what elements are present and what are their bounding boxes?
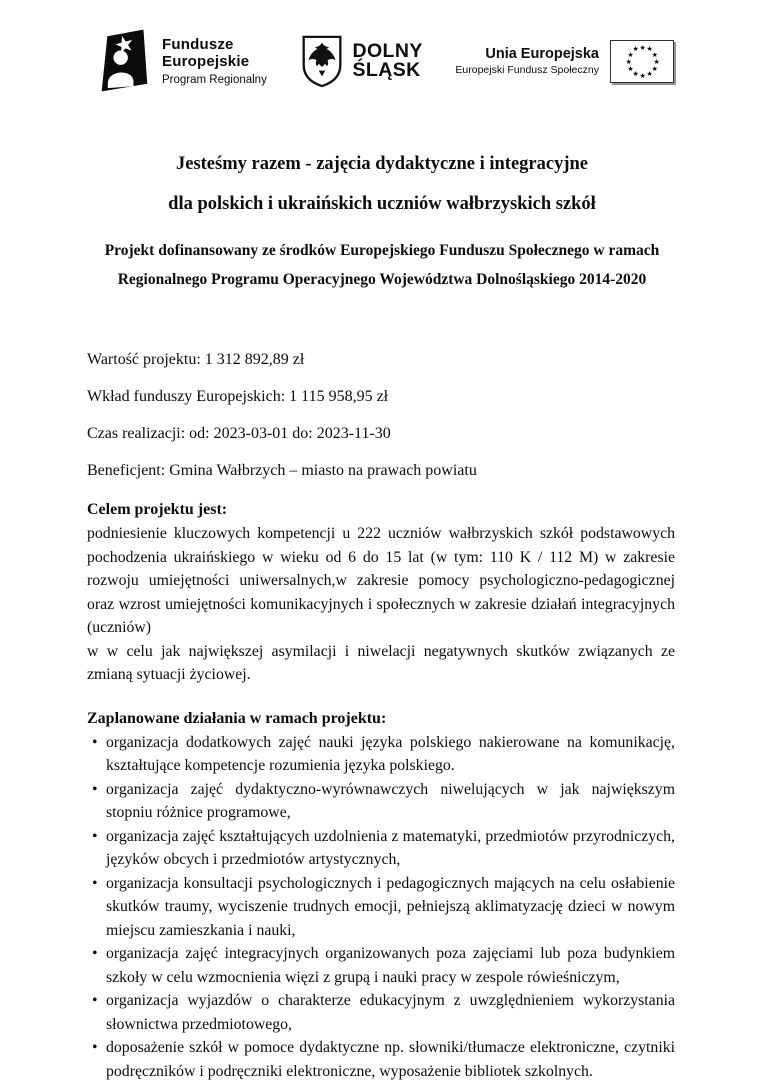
document-body <box>87 350 675 1080</box>
logo-ue-line1: Unia Europejska <box>485 46 599 62</box>
page-title <box>0 144 764 224</box>
lower-silesia-eagle-crest-icon <box>300 34 344 88</box>
logo-fundusze-europejskie <box>95 29 267 93</box>
logo-dolny-slask-line2: ŚLĄSK <box>352 59 421 81</box>
activities-section <box>87 707 675 1080</box>
eu-funds-flag-icon <box>95 29 152 93</box>
goal-section <box>87 498 675 687</box>
project-contribution: Wkład funduszy Europejskich: 1 115 958,95 zł <box>87 388 389 406</box>
activity-item: • organizacja konsultacji psychologicznych i pedagogicznych mających na celu osłabienie skutków traumy, wyciszenie trudnych emocji, pełniejszą aklimatyzację dzieci w nowym miejscu zamieszkania i nauki, <box>87 872 675 943</box>
goal-heading: Celem projektu jest: <box>87 501 228 519</box>
logo-dolny-slask-text <box>353 42 423 80</box>
project-details <box>87 350 675 481</box>
activity-item: • organizacja zajęć dydaktyczno-wyrównawczych niwelujących w jak największym stopniu różnice programowe, <box>87 778 675 825</box>
logo-fundusze-text <box>162 36 267 87</box>
page-title-line1: Jesteśmy razem - zajęcia dydaktyczne i integracyjne <box>175 154 588 174</box>
funding-subtitle <box>0 236 764 294</box>
activity-item: • organizacja dodatkowych zajęć nauki języka polskiego nakierowane na komunikację, kształtujące kompetencje rozumienia języka polskiego. <box>87 731 675 778</box>
goal-paragraph-part1: podniesienie kluczowych kompetencji u 222 uczniów wałbrzyskich szkół podstawowych pochodzenia ukraińskiego w wieku od 6 do 15 lat (w tym: 110 K / 112 M) w zakresie rozwoju umiejętności uniwersalnych,w zakresie pomocy psychologiczno-pedagogicznej oraz wzrost umiejętności komunikacyjnych i społecznych w zakresie działań integracyjnych (uczniów) <box>87 525 675 637</box>
project-value: Wartość projektu: 1 312 892,89 zł <box>87 351 305 369</box>
goal-paragraph <box>87 522 675 687</box>
activity-item: • organizacja zajęć integracyjnych organizowanych poza zajęciami lub poza budynkiem szkoły w celu wzmocnienia więzi z grupą i nauki pracy w zespole rówieśniczym, <box>87 942 675 989</box>
funding-subtitle-line2: Regionalnego Programu Operacyjnego Województwa Dolnośląskiego 2014-2020 <box>117 271 647 289</box>
logo-fundusze-line2: Europejskie <box>162 52 250 70</box>
eu-flag-icon: ★ ★ ★ ★ ★ ★ ★ ★ ★ ★ ★ ★ <box>610 40 674 83</box>
funding-subtitle-line1: Projekt dofinansowany ze środków Europejskiego Funduszu Społecznego w ramach <box>104 242 660 260</box>
logo-dolny-slask <box>300 34 423 88</box>
logo-bar <box>0 0 764 94</box>
activity-item: • organizacja zajęć kształtujących uzdolnienia z matematyki, przedmiotów przyrodniczych, języków obcych i przedmiotów artystycznych, <box>87 825 675 872</box>
goal-paragraph-part2: w w celu jak największej asymilacji i niwelacji negatywnych skutków związanych ze zmianą sytuacji życiowej. <box>87 642 675 684</box>
logo-ue-text <box>455 46 599 76</box>
logo-dolny-slask-line1: DOLNY <box>352 40 423 62</box>
logo-fundusze-line1: Fundusze <box>162 35 234 53</box>
activities-heading: Zaplanowane działania w ramach projektu: <box>87 709 387 727</box>
project-period: Czas realizacji: od: 2023-03-01 do: 2023-11-30 <box>87 425 391 443</box>
activity-item: • doposażenie szkół w pomoce dydaktyczne np. słowniki/tłumacze elektroniczne, czytniki podręczników i podręczniki elektroniczne, wyposażenie bibliotek szkolnych. <box>87 1036 675 1080</box>
page-title-line2: dla polskich i ukraińskich uczniów wałbrzyskich szkół <box>168 194 596 214</box>
logo-unia-europejska <box>455 40 674 83</box>
logo-fundusze-line3: Program Regionalny <box>162 73 267 86</box>
logo-ue-line2: Europejski Fundusz Społeczny <box>455 64 599 76</box>
activity-item: • organizacja wyjazdów o charakterze edukacyjnym z uwzględnieniem wykorzystania słownictwa przedmiotowego, <box>87 989 675 1036</box>
project-beneficiary: Beneficjent: Gmina Wałbrzych – miasto na prawach powiatu <box>87 462 477 480</box>
